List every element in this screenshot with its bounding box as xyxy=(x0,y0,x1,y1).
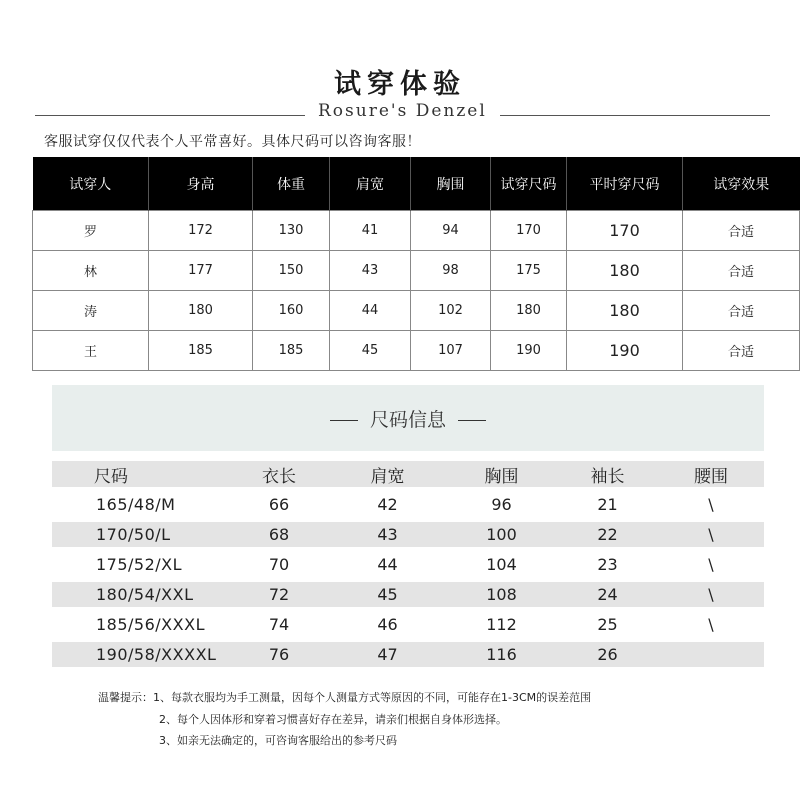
table-cell: 68 xyxy=(229,522,329,547)
table-row xyxy=(52,552,764,577)
table-cell: 74 xyxy=(268,615,290,634)
table-cell: \ xyxy=(658,582,764,607)
size-section-header xyxy=(52,385,764,451)
table-cell: 185 xyxy=(253,331,330,371)
header-cell: 肩宽 xyxy=(330,157,411,211)
table-cell: 林 xyxy=(33,251,149,291)
header-cell: 袖长 xyxy=(557,461,658,487)
table-cell: 合适 xyxy=(683,291,800,331)
table-row xyxy=(52,612,764,637)
table-row xyxy=(52,642,764,667)
table-cell: 涛 xyxy=(33,291,149,331)
table-cell: 130 xyxy=(253,211,330,251)
table-cell: 罗 xyxy=(33,211,149,251)
table-row xyxy=(33,251,800,291)
table-cell: 45 xyxy=(330,331,411,371)
tryon-table xyxy=(32,157,800,371)
title-divider-left xyxy=(35,115,305,116)
table-cell: 185/56/XXXL xyxy=(96,615,205,634)
title-divider-right xyxy=(500,115,770,116)
table-cell: 47 xyxy=(329,642,446,667)
table-cell: 26 xyxy=(557,642,658,667)
table-cell: 180 xyxy=(567,291,683,331)
table-cell: 96 xyxy=(491,495,512,514)
size-header-row xyxy=(52,461,764,487)
table-cell: 175/52/XL xyxy=(96,555,183,574)
table-cell: 170/50/L xyxy=(52,522,229,547)
table-cell: 72 xyxy=(229,582,329,607)
table-row xyxy=(33,331,800,371)
table-row xyxy=(33,291,800,331)
title-dash-right xyxy=(458,420,486,421)
table-cell: 66 xyxy=(268,495,290,514)
table-cell: 43 xyxy=(329,522,446,547)
header-cell: 试穿效果 xyxy=(683,157,800,211)
table-cell: 22 xyxy=(557,522,658,547)
table-cell: 190/58/XXXXL xyxy=(52,642,229,667)
table-cell: 180/54/XXL xyxy=(52,582,229,607)
table-cell: 190 xyxy=(491,331,567,371)
table-cell: 45 xyxy=(329,582,446,607)
table-cell: 24 xyxy=(557,582,658,607)
table-cell: 23 xyxy=(597,555,618,574)
header-cell: 肩宽 xyxy=(329,461,446,487)
table-cell: 合适 xyxy=(683,251,800,291)
table-cell: 100 xyxy=(446,522,557,547)
table-row xyxy=(33,211,800,251)
header-cell: 尺码 xyxy=(52,461,229,487)
table-cell: 合适 xyxy=(683,211,800,251)
table-cell: 108 xyxy=(446,582,557,607)
header-cell: 腰围 xyxy=(658,461,764,487)
header-cell: 衣长 xyxy=(229,461,329,487)
table-cell: 170 xyxy=(567,211,683,251)
header-cell: 身高 xyxy=(149,157,253,211)
table-cell: 98 xyxy=(411,251,491,291)
table-cell: 175 xyxy=(491,251,567,291)
tryon-header-row xyxy=(33,157,800,211)
table-cell: \ xyxy=(708,495,714,514)
table-cell: 170 xyxy=(491,211,567,251)
header-cell: 试穿尺码 xyxy=(491,157,567,211)
table-cell: 41 xyxy=(330,211,411,251)
note-line: 2、每个人因体形和穿着习惯喜好存在差异，请亲们根据自身体形选择。 xyxy=(159,713,507,726)
size-title-wrap xyxy=(52,405,764,432)
table-cell: 21 xyxy=(597,495,618,514)
note-line: 3、如亲无法确定的，可咨询客服给出的参考尺码 xyxy=(159,734,397,747)
table-cell: 合适 xyxy=(683,331,800,371)
table-cell: 190 xyxy=(567,331,683,371)
table-cell: 44 xyxy=(377,555,398,574)
tryon-title: 试穿体验 xyxy=(334,69,466,100)
table-cell: 112 xyxy=(486,615,517,634)
tryon-subtitle: Rosure's Denzel xyxy=(318,101,487,121)
table-cell: 70 xyxy=(268,555,290,574)
header-cell: 试穿人 xyxy=(33,157,149,211)
table-cell: 44 xyxy=(330,291,411,331)
table-cell: 42 xyxy=(377,495,398,514)
table-cell: 150 xyxy=(253,251,330,291)
header-cell: 体重 xyxy=(253,157,330,211)
table-cell: 160 xyxy=(253,291,330,331)
table-cell: 116 xyxy=(446,642,557,667)
table-cell: 185 xyxy=(149,331,253,371)
size-table xyxy=(52,456,764,672)
table-cell: \ xyxy=(708,615,714,634)
table-cell: 180 xyxy=(491,291,567,331)
header-cell: 平时穿尺码 xyxy=(567,157,683,211)
size-title: 尺码信息 xyxy=(369,409,446,431)
table-cell: 177 xyxy=(149,251,253,291)
table-cell: 王 xyxy=(33,331,149,371)
table-cell: \ xyxy=(658,522,764,547)
table-cell: 43 xyxy=(330,251,411,291)
table-cell: 25 xyxy=(597,615,618,634)
table-cell xyxy=(658,642,764,667)
header-cell: 胸围 xyxy=(446,461,557,487)
note-line: 温馨提示：1、每款衣服均为手工测量，因每个人测量方式等原因的不同，可能存在1-3CM的误差范围 xyxy=(98,691,592,704)
table-cell: \ xyxy=(708,555,714,574)
table-cell: 180 xyxy=(149,291,253,331)
table-cell: 172 xyxy=(149,211,253,251)
table-cell: 102 xyxy=(411,291,491,331)
table-cell: 104 xyxy=(486,555,517,574)
title-dash-left xyxy=(330,420,358,421)
table-row xyxy=(52,522,764,547)
table-cell: 76 xyxy=(229,642,329,667)
table-cell: 165/48/M xyxy=(96,495,176,514)
table-cell: 180 xyxy=(567,251,683,291)
table-cell: 46 xyxy=(377,615,398,634)
table-cell: 94 xyxy=(411,211,491,251)
table-row xyxy=(52,492,764,517)
tryon-note: 客服试穿仅仅代表个人平常喜好。具体尺码可以咨询客服！ xyxy=(44,134,421,150)
table-row xyxy=(52,582,764,607)
table-cell: 107 xyxy=(411,331,491,371)
header-cell: 胸围 xyxy=(411,157,491,211)
